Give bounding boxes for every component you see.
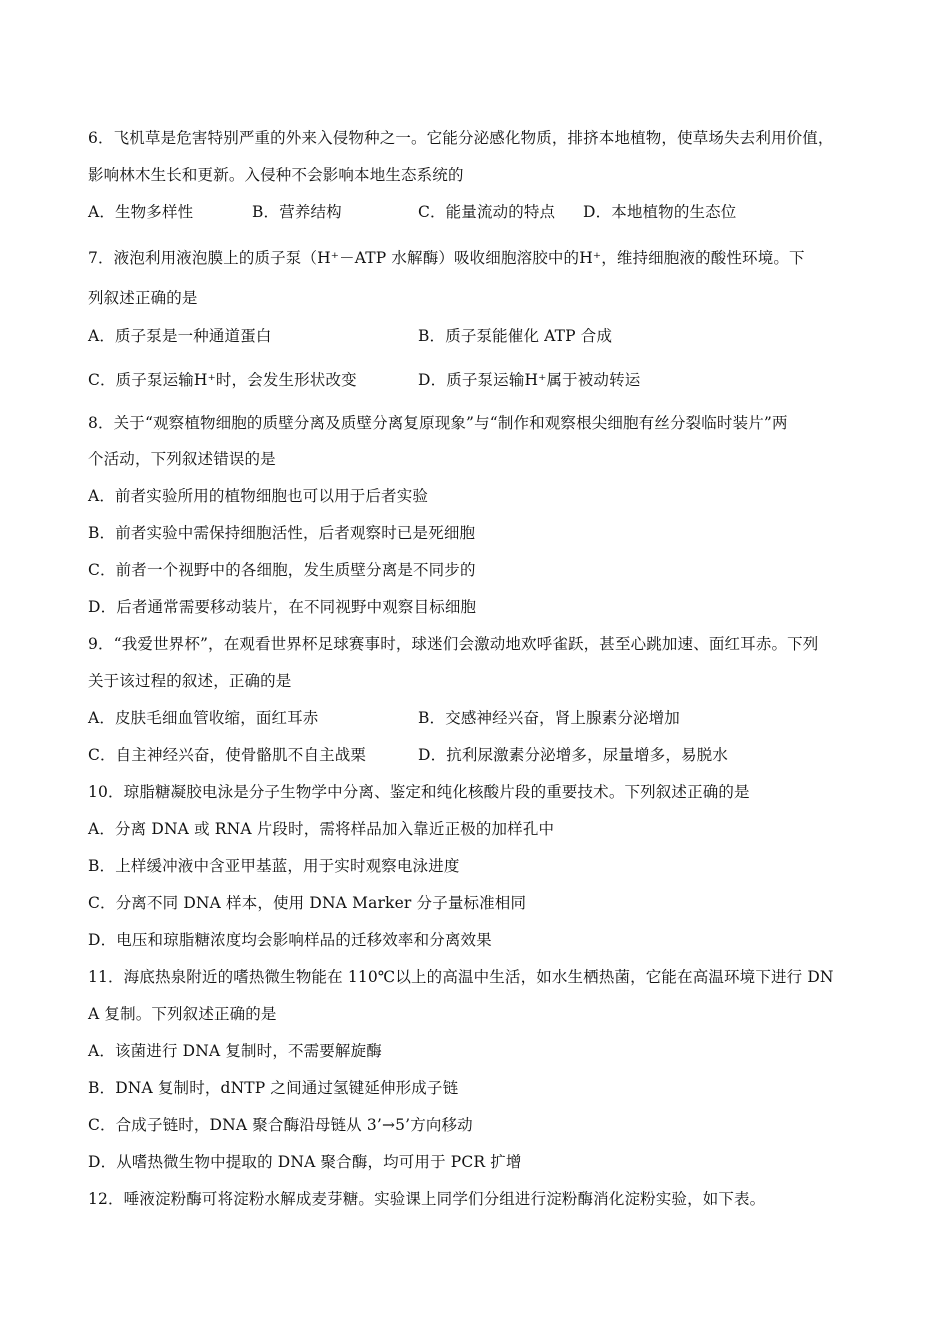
q6-option-b: B．营养结构 <box>252 203 342 221</box>
q7-option-d: D．质子泵运输H⁺属于被动转运 <box>418 371 641 389</box>
q11-stem-line-2: A 复制。下列叙述正确的是 <box>88 1005 277 1023</box>
q8-stem-line-2: 个活动，下列叙述错误的是 <box>88 450 276 468</box>
q9-option-c: C．自主神经兴奋，使骨骼肌不自主战栗 <box>88 746 367 764</box>
q6-option-c: C．能量流动的特点 <box>418 203 556 221</box>
q6-stem-line-1: 6．飞机草是危害特别严重的外来入侵物种之一。它能分泌感化物质，排挤本地植物，使草场失去利用价值， <box>88 129 834 147</box>
q10-option-a: A．分离 DNA 或 RNA 片段时，需将样品加入靠近正极的加样孔中 <box>88 820 555 838</box>
q8-stem-line-1: 8．关于“观察植物细胞的质壁分离及质壁分离复原现象”与“制作和观察根尖细胞有丝分裂临时装片”两 <box>88 414 788 432</box>
q8-option-a: A．前者实验所用的植物细胞也可以用于后者实验 <box>88 487 428 505</box>
q8-option-c: C．前者一个视野中的各细胞，发生质壁分离是不同步的 <box>88 561 476 579</box>
q7-stem-line-1: 7．液泡利用液泡膜上的质子泵（H⁺－ATP 水解酶）吸收细胞溶胶中的H⁺，维持细胞液的酸性环境。下 <box>88 249 805 267</box>
q12-stem-line-1: 12．唾液淀粉酶可将淀粉水解成麦芽糖。实验课上同学们分组进行淀粉酶消化淀粉实验，如下表。 <box>88 1190 766 1208</box>
q6-stem-line-2: 影响林木生长和更新。入侵种不会影响本地生态系统的 <box>88 166 464 184</box>
q7-stem-line-2: 列叙述正确的是 <box>88 289 198 307</box>
q7-option-b: B．质子泵能催化 ATP 合成 <box>418 327 613 345</box>
q10-option-b: B．上样缓冲液中含亚甲基蓝，用于实时观察电泳进度 <box>88 857 460 875</box>
q10-stem-line-1: 10．琼脂糖凝胶电泳是分子生物学中分离、鉴定和纯化核酸片段的重要技术。下列叙述正确的是 <box>88 783 750 801</box>
q11-option-d: D．从嗜热微生物中提取的 DNA 聚合酶，均可用于 PCR 扩增 <box>88 1153 522 1171</box>
q9-option-b: B．交感神经兴奋，肾上腺素分泌增加 <box>418 709 680 727</box>
q9-option-a: A．皮肤毛细血管收缩，面红耳赤 <box>88 709 319 727</box>
q11-option-b: B．DNA 复制时，dNTP 之间通过氢键延伸形成子链 <box>88 1079 459 1097</box>
q9-stem-line-1: 9．“我爱世界杯”，在观看世界杯足球赛事时，球迷们会激动地欢呼雀跃，甚至心跳加速、面红耳赤。下列 <box>88 635 819 653</box>
q6-option-d: D．本地植物的生态位 <box>583 203 737 221</box>
q9-option-d: D．抗利尿激素分泌增多，尿量增多，易脱水 <box>418 746 728 764</box>
q6-option-a: A．生物多样性 <box>88 203 194 221</box>
q9-stem-line-2: 关于该过程的叙述，正确的是 <box>88 672 292 690</box>
q7-option-c: C．质子泵运输H⁺时，会发生形状改变 <box>88 371 357 389</box>
q11-option-a: A．该菌进行 DNA 复制时，不需要解旋酶 <box>88 1042 382 1060</box>
q7-option-a: A．质子泵是一种通道蛋白 <box>88 327 272 345</box>
q11-stem-line-1: 11．海底热泉附近的嗜热微生物能在 110℃以上的高温中生活，如水生栖热菌，它能在高温环境下进行 DN <box>88 968 834 986</box>
q10-option-d: D．电压和琼脂糖浓度均会影响样品的迁移效率和分离效果 <box>88 931 492 949</box>
q11-option-c: C．合成子链时，DNA 聚合酶沿母链从 3’→5’方向移动 <box>88 1116 473 1134</box>
q10-option-c: C．分离不同 DNA 样本，使用 DNA Marker 分子量标准相同 <box>88 894 527 912</box>
q8-option-b: B．前者实验中需保持细胞活性，后者观察时已是死细胞 <box>88 524 476 542</box>
q8-option-d: D．后者通常需要移动装片，在不同视野中观察目标细胞 <box>88 598 477 616</box>
